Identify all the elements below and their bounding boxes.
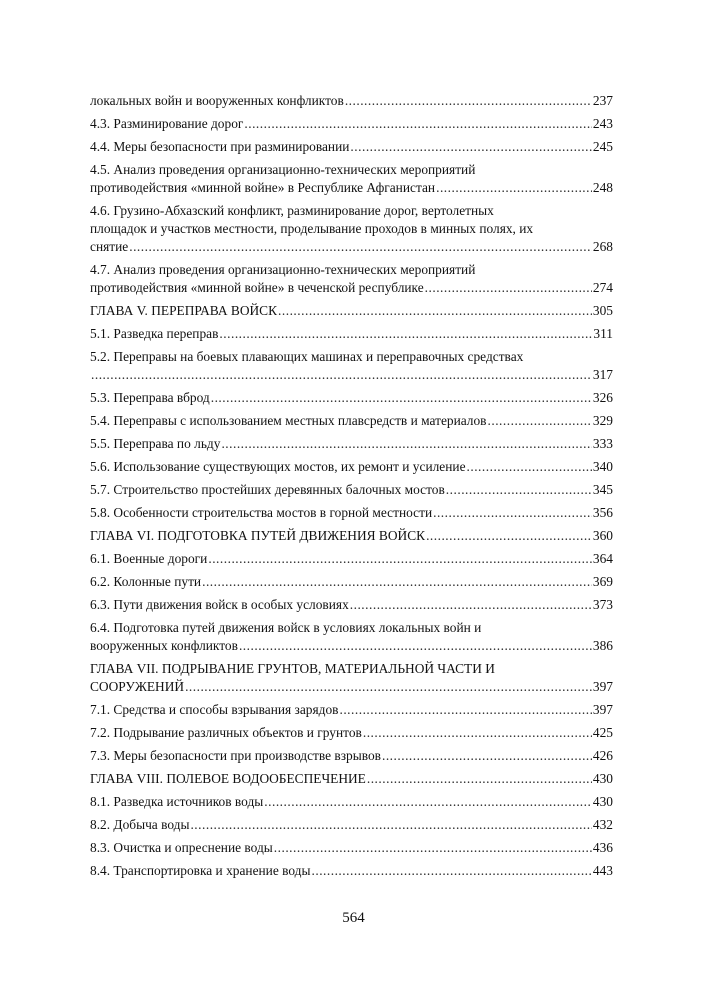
dot-leader	[345, 92, 592, 110]
toc-page-number: 425	[592, 725, 613, 740]
toc-entry-leader-row	[90, 678, 613, 696]
toc-entry-leader-row	[90, 92, 613, 110]
toc-entry	[90, 770, 613, 788]
toc-page-number: 245	[592, 139, 613, 154]
toc-entry-leader-row	[90, 458, 613, 476]
toc-entry	[90, 619, 613, 655]
toc-entry-title-line: локальных войн и вооруженных конфликтов	[90, 93, 344, 108]
toc-entry-leader-row	[90, 412, 613, 430]
toc-entry-title-line: ГЛАВА VII. ПОДРЫВАНИЕ ГРУНТОВ, МАТЕРИАЛЬНОЙ ЧАСТИ И	[90, 661, 495, 676]
toc-entry	[90, 325, 613, 343]
toc-entry-title-line: 5.7. Строительство простейших деревянных балочных мостов	[90, 482, 445, 497]
toc-page-number: 397	[592, 679, 613, 694]
toc-entry	[90, 261, 613, 297]
toc-page-number: 426	[592, 748, 613, 763]
toc-page-number: 360	[592, 528, 613, 543]
toc-entry-leader-row	[90, 770, 613, 788]
page-number: 564	[342, 910, 365, 926]
toc-entry	[90, 348, 613, 384]
toc-entry	[90, 596, 613, 614]
dot-leader	[382, 747, 592, 765]
dot-leader	[129, 238, 592, 256]
toc-entry-title-line: снятие	[90, 239, 129, 254]
toc-entry	[90, 504, 613, 522]
toc-entry-leader-row	[90, 839, 613, 857]
toc-page-number: 430	[592, 771, 613, 786]
toc-entry-title-line: противодействия «минной войне» в Республике Афганистан	[90, 180, 436, 195]
toc-entry-title-line: вооруженных конфликтов	[90, 638, 238, 653]
toc-entry	[90, 573, 613, 591]
toc-page-number: 311	[593, 326, 613, 341]
toc-entry	[90, 302, 613, 320]
toc-page-number: 268	[592, 239, 613, 254]
toc-entry	[90, 161, 613, 197]
toc-page-number: 386	[592, 638, 613, 653]
toc-page-number: 333	[592, 436, 613, 451]
toc-entry-leader-row	[90, 138, 613, 156]
toc-entry-leader-row	[90, 279, 613, 297]
toc-page-number: 317	[592, 367, 613, 382]
table-of-contents	[90, 92, 613, 885]
toc-entry-leader-row	[90, 179, 613, 197]
toc-entry-leader-row	[90, 238, 613, 256]
toc-entry-leader-row	[90, 527, 613, 545]
toc-entry-title-line: 5.3. Переправа вброд	[90, 390, 210, 405]
dot-leader	[221, 435, 591, 453]
toc-entry	[90, 724, 613, 742]
dot-leader	[185, 678, 592, 696]
toc-entry-title-line: 5.1. Разведка переправ	[90, 326, 219, 341]
toc-entry-title-line: площадок и участков местности, проделывание проходов в минных полях, их	[90, 221, 534, 236]
toc-entry-title-line: 5.6. Использование существующих мостов, их ремонт и усиление	[90, 459, 466, 474]
toc-page-number: 373	[592, 597, 613, 612]
toc-page-number: 432	[592, 817, 613, 832]
toc-page-number: 345	[592, 482, 613, 497]
toc-entry-title-line: 4.6. Грузино-Абхазский конфликт, разминирование дорог, вертолетных	[90, 203, 494, 218]
toc-entry-title-line: 8.3. Очистка и опреснение воды	[90, 840, 273, 855]
toc-entry-title-line: ГЛАВА V. ПЕРЕПРАВА ВОЙСК	[90, 303, 278, 318]
toc-entry	[90, 481, 613, 499]
dot-leader	[488, 412, 592, 430]
toc-entry-title-line: 8.2. Добыча воды	[90, 817, 190, 832]
dot-leader	[433, 504, 592, 522]
toc-page-number: 340	[592, 459, 613, 474]
toc-entry	[90, 862, 613, 880]
toc-page-number: 356	[592, 505, 613, 520]
toc-entry-title-line: 7.3. Меры безопасности при производстве взрывов	[90, 748, 381, 763]
dot-leader	[219, 325, 592, 343]
toc-entry	[90, 92, 613, 110]
toc-entry-leader-row	[90, 504, 613, 522]
dot-leader	[264, 793, 592, 811]
dot-leader	[211, 389, 592, 407]
toc-entry-leader-row	[90, 573, 613, 591]
toc-entry	[90, 458, 613, 476]
toc-entry-title-line: 5.5. Переправа по льду	[90, 436, 221, 451]
toc-entry	[90, 816, 613, 834]
toc-entry-leader-row	[90, 325, 613, 343]
toc-entry	[90, 747, 613, 765]
dot-leader	[426, 527, 592, 545]
toc-entry-leader-row	[90, 862, 613, 880]
toc-entry-title-line: 4.5. Анализ проведения организационно-технических мероприятий	[90, 162, 476, 177]
toc-entry	[90, 389, 613, 407]
dot-leader	[425, 279, 592, 297]
toc-page-number: 397	[592, 702, 613, 717]
dot-leader	[190, 816, 591, 834]
toc-entry	[90, 660, 613, 696]
toc-entry-title-line: 4.7. Анализ проведения организационно-технических мероприятий	[90, 262, 476, 277]
toc-entry-leader-row	[90, 481, 613, 499]
toc-entry-title-line: 6.2. Колонные пути	[90, 574, 202, 589]
toc-entry-title-line: 8.4. Транспортировка и хранение воды	[90, 863, 311, 878]
toc-entry-title-line: 7.1. Средства и способы взрывания зарядов	[90, 702, 339, 717]
toc-entry-leader-row	[90, 596, 613, 614]
toc-entry-title-line: СООРУЖЕНИЙ	[90, 679, 185, 694]
toc-entry-title-line: 8.1. Разведка источников воды	[90, 794, 264, 809]
toc-page-number: 243	[592, 116, 613, 131]
toc-entry-leader-row	[90, 389, 613, 407]
dot-leader	[339, 701, 591, 719]
toc-entry-title-line: 6.1. Военные дороги	[90, 551, 208, 566]
toc-entry-leader-row	[90, 115, 613, 133]
dot-leader	[91, 366, 592, 384]
toc-entry	[90, 115, 613, 133]
toc-page-number: 443	[592, 863, 613, 878]
dot-leader	[278, 302, 592, 320]
dot-leader	[244, 115, 592, 133]
toc-entry-leader-row	[90, 302, 613, 320]
toc-entry-leader-row	[90, 550, 613, 568]
toc-entry-leader-row	[90, 816, 613, 834]
toc-entry-title-line: ГЛАВА VIII. ПОЛЕВОЕ ВОДООБЕСПЕЧЕНИЕ	[90, 771, 366, 786]
toc-entry	[90, 202, 613, 256]
toc-entry-title-line: 5.4. Переправы с использованием местных плавсредств и материалов	[90, 413, 487, 428]
toc-entry-leader-row	[90, 747, 613, 765]
toc-page-number: 274	[592, 280, 613, 295]
toc-entry-leader-row	[90, 637, 613, 655]
dot-leader	[363, 724, 592, 742]
dot-leader	[202, 573, 592, 591]
toc-entry-leader-row	[90, 435, 613, 453]
dot-leader	[436, 179, 592, 197]
toc-entry-leader-row	[90, 366, 613, 384]
toc-entry	[90, 839, 613, 857]
toc-entry-leader-row	[90, 701, 613, 719]
dot-leader	[274, 839, 592, 857]
toc-entry	[90, 701, 613, 719]
dot-leader	[350, 596, 592, 614]
toc-entry	[90, 138, 613, 156]
toc-page-number: 248	[592, 180, 613, 195]
dot-leader	[367, 770, 592, 788]
toc-entry	[90, 412, 613, 430]
toc-page-number: 329	[592, 413, 613, 428]
toc-entry-title-line: 5.8. Особенности строительства мостов в горной местности	[90, 505, 433, 520]
toc-entry-title-line: противодействия «минной войне» в чеченской республике	[90, 280, 424, 295]
toc-page-number: 305	[592, 303, 613, 318]
toc-entry	[90, 793, 613, 811]
toc-page-number: 237	[592, 93, 613, 108]
toc-entry-title-line: 5.2. Переправы на боевых плавающих машинах и переправочных средствах	[90, 349, 524, 364]
toc-entry-title-line: 4.4. Меры безопасности при разминировании	[90, 139, 350, 154]
toc-entry	[90, 435, 613, 453]
toc-entry-title-line: ГЛАВА VI. ПОДГОТОВКА ПУТЕЙ ДВИЖЕНИЯ ВОЙСК	[90, 528, 426, 543]
toc-entry	[90, 550, 613, 568]
dot-leader	[239, 637, 592, 655]
toc-page-number: 436	[592, 840, 613, 855]
toc-page-number: 430	[592, 794, 613, 809]
toc-entry-leader-row	[90, 724, 613, 742]
toc-page-number: 369	[592, 574, 613, 589]
toc-entry-title-line: 6.3. Пути движения войск в особых условиях	[90, 597, 349, 612]
dot-leader	[446, 481, 592, 499]
toc-entry	[90, 527, 613, 545]
toc-entry-leader-row	[90, 793, 613, 811]
dot-leader	[467, 458, 592, 476]
toc-entry-title-line: 7.2. Подрывание различных объектов и грунтов	[90, 725, 362, 740]
toc-page-number: 326	[592, 390, 613, 405]
toc-entry-title-line: 4.3. Разминирование дорог	[90, 116, 244, 131]
toc-page-number: 364	[592, 551, 613, 566]
dot-leader	[312, 862, 592, 880]
dot-leader	[350, 138, 591, 156]
toc-entry-title-line: 6.4. Подготовка путей движения войск в условиях локальных войн и	[90, 620, 482, 635]
dot-leader	[208, 550, 592, 568]
